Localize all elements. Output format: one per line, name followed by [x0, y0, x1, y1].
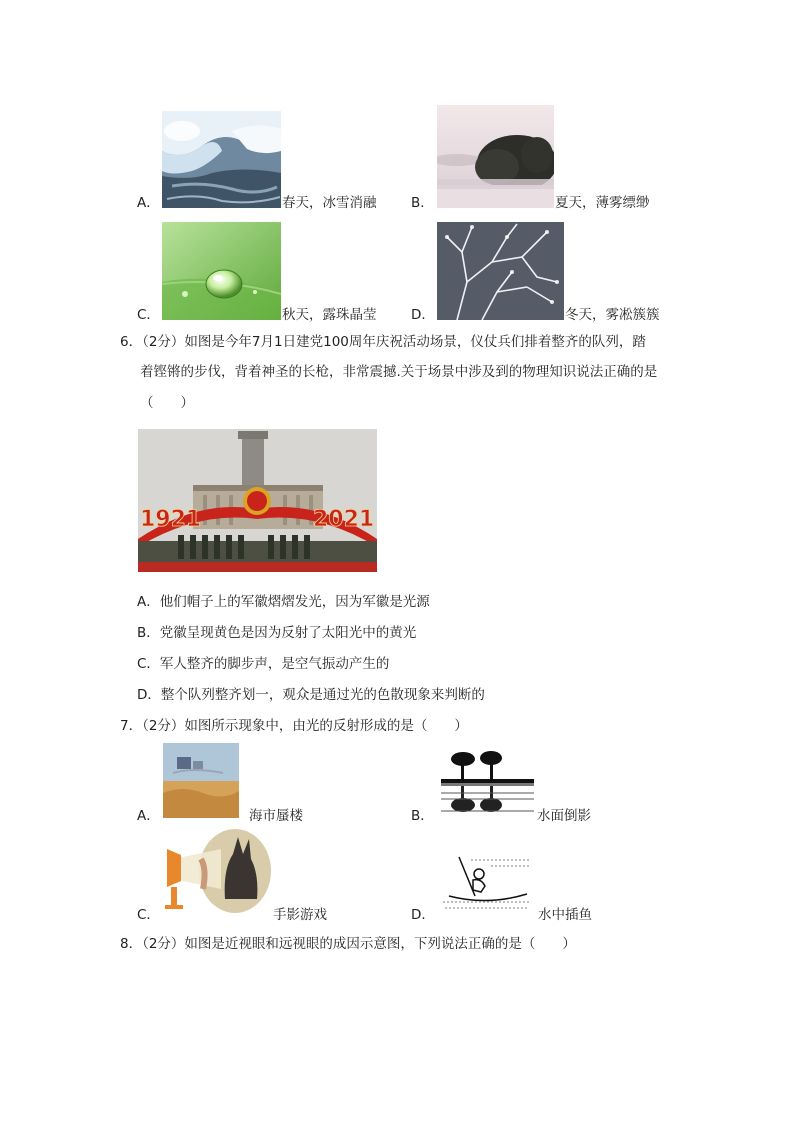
- q7-option-d-letter: D．: [411, 907, 435, 923]
- q7-option-a-image: [163, 743, 239, 818]
- q6-year-left: 1921: [140, 507, 202, 532]
- q5-option-b-image: [437, 105, 554, 208]
- q5-option-a-letter: A．: [137, 195, 160, 211]
- q6-year-right: 2021: [313, 507, 375, 532]
- q6-option-d: D．整个队列整齐划一，观众是通过光的色散现象来判断的: [137, 687, 485, 703]
- q5-option-c-text: 秋天，露珠晶莹: [282, 307, 377, 323]
- q7-option-a-letter: A．: [137, 808, 160, 824]
- q5-option-d-image: [437, 222, 564, 320]
- q6-celebration-image: [138, 429, 377, 572]
- q7-stem: 7．（2分）如图所示现象中，由光的反射形成的是（ ）: [120, 718, 468, 734]
- q6-option-b: B．党徽呈现黄色是因为反射了太阳光中的黄光: [137, 625, 417, 641]
- q6-option-a: A．他们帽子上的军徽熠熠发光，因为军徽是光源: [137, 594, 430, 610]
- q7-option-b-image: [441, 749, 534, 817]
- q6-stem-line3: （ ）: [140, 395, 194, 411]
- q5-option-c-letter: C．: [137, 307, 160, 323]
- q7-option-d-text: 水中插鱼: [538, 907, 592, 923]
- q8-stem: 8．（2分）如图是近视眼和远视眼的成因示意图，下列说法正确的是（ ）: [120, 936, 576, 952]
- q5-option-b-text: 夏天，薄雾缥缈: [555, 195, 650, 211]
- q5-option-a-image: [162, 111, 281, 208]
- q5-option-c-image: [162, 222, 281, 320]
- q7-option-b-text: 水面倒影: [537, 808, 591, 824]
- q6-stem-line1: 6．（2分）如图是今年7月1日建党100周年庆祝活动场景，仪仗兵们排着整齐的队列，踏: [120, 334, 646, 350]
- q5-option-d-text: 冬天，雾凇簇簇: [565, 307, 660, 323]
- q7-option-c-text: 手影游戏: [273, 907, 327, 923]
- q7-option-d-image: [441, 852, 533, 915]
- q7-option-b-letter: B．: [411, 808, 434, 824]
- q6-option-c: C．军人整齐的脚步声，是空气振动产生的: [137, 656, 390, 672]
- q7-option-c-image: [163, 829, 271, 913]
- q7-option-c-letter: C．: [137, 907, 160, 923]
- q5-option-d-letter: D．: [411, 307, 435, 323]
- q5-option-a-text: 春天，冰雪消融: [282, 195, 377, 211]
- q6-stem-line2: 着铿锵的步伐，背着神圣的长枪，非常震撼.关于场景中涉及到的物理知识说法正确的是: [140, 364, 658, 380]
- q7-option-a-text: 海市蜃楼: [249, 808, 303, 824]
- q5-option-b-letter: B．: [411, 195, 434, 211]
